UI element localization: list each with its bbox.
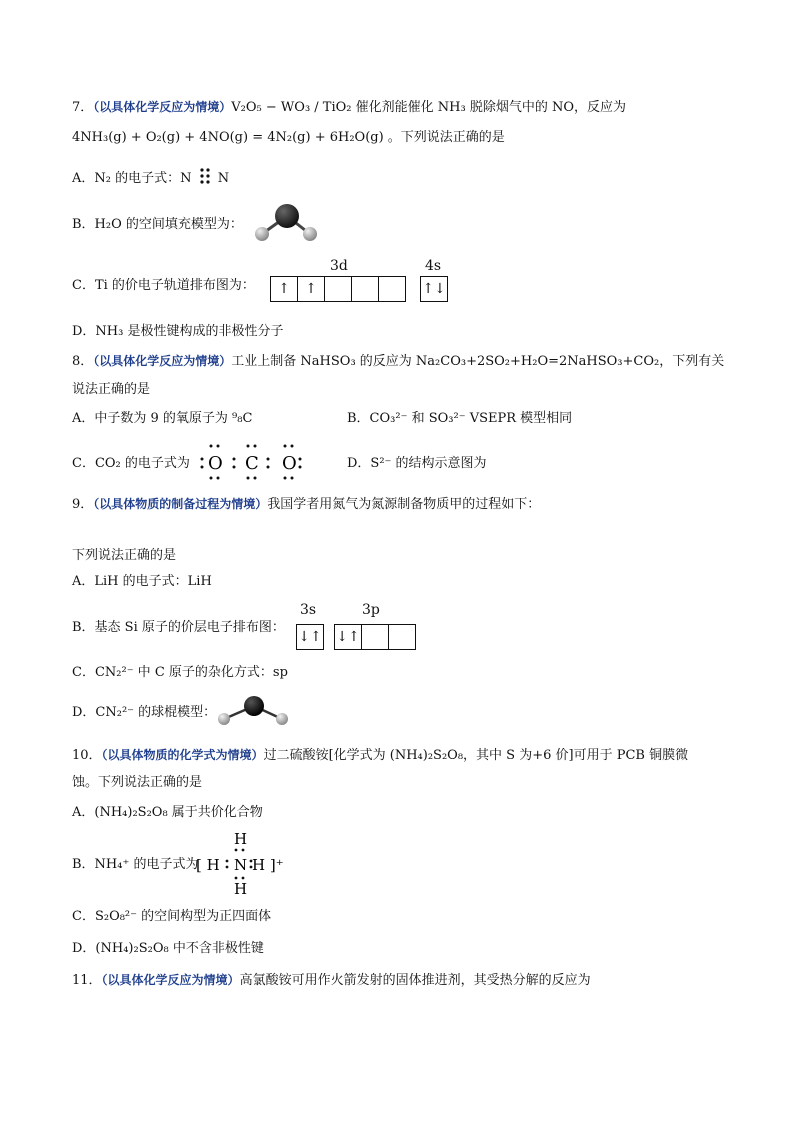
q7-stem-a: V₂O₅ − WO₃ / TiO₂ 催化剂能催化 NH₃ 脱除烟气中的 NO，反应为 <box>231 100 626 115</box>
q7-option-a-text: A．N₂ 的电子式：N <box>72 171 192 186</box>
q10-option-c-text: C．S₂O₈²⁻ 的空间构型为正四面体 <box>72 909 272 924</box>
q7-stem-line-2 <box>72 128 505 148</box>
nh4-n: N <box>234 856 248 874</box>
q9-option-d-text: D．CN₂²⁻ 的球棍模型： <box>72 705 217 720</box>
q7-option-b-text: B．H₂O 的空间填充模型为： <box>72 217 243 232</box>
q9-3p-orbital-box <box>334 624 416 650</box>
q10-option-b-text: B．NH₄⁺ 的电子式为 <box>72 857 199 872</box>
q8-option-d-text: D．S²⁻ 的结构示意图为 <box>347 456 487 471</box>
co2-c: C <box>245 453 259 474</box>
q7-option-d-text: D．NH₃ 是极性键构成的非极性分子 <box>72 324 284 339</box>
q9-context: （以具体物质的制备过程为情境） <box>93 497 268 511</box>
q7-orbital-label-3d: 3d <box>330 258 348 274</box>
q9-option-c-text: C．CN₂²⁻ 中 C 原子的杂化方式：sp <box>72 665 288 680</box>
q7-stem-b: 4NH₃(g) + O₂(g) + 4NO(g) = 4N₂(g) + 6H₂O(g) 。下列说法正确的是 <box>72 130 505 145</box>
q11-stem-a: 高氯酸铵可用作火箭发射的固体推进剂，其受热分解的反应为 <box>239 973 591 988</box>
q8-option-d[interactable] <box>347 454 487 474</box>
q8-option-a-text: A．中子数为 9 的氧原子为 ⁹₈C <box>72 411 253 426</box>
q10-option-d[interactable] <box>72 939 264 959</box>
q9-option-b[interactable] <box>72 618 285 638</box>
q7-option-c[interactable] <box>72 276 255 296</box>
orbital-cell: ↑ <box>271 277 298 301</box>
co2-electron-formula-icon <box>196 440 304 482</box>
q7-option-b[interactable] <box>72 215 243 235</box>
q7-option-d[interactable] <box>72 322 283 342</box>
q9-3s-orbital-box <box>296 624 324 650</box>
nh4-bracket-left: [ H <box>196 856 220 874</box>
q9-option-b-text: B．基态 Si 原子的价层电子排布图： <box>72 620 285 635</box>
q9-option-c[interactable] <box>72 663 288 683</box>
nh4-bracket-right: H ]⁺ <box>252 856 284 874</box>
co2-o-right: O <box>282 453 297 474</box>
q7-option-a-right-atom: N <box>217 171 230 186</box>
cn2-ball-stick-model-icon <box>216 693 292 727</box>
q9-number: 9． <box>72 497 94 512</box>
q7-3d-orbital-box <box>270 276 406 302</box>
q10-option-b[interactable] <box>72 855 198 875</box>
orbital-cell: ↓↑ <box>335 625 362 649</box>
q8-number: 8． <box>72 354 94 369</box>
q10-stem-line-1 <box>72 745 688 766</box>
q7-option-a[interactable] <box>72 167 229 189</box>
q8-option-c[interactable] <box>72 454 190 474</box>
q7-orbital-label-4s: 4s <box>425 258 442 274</box>
q8-stem-b: 说法正确的是 <box>72 382 151 397</box>
orbital-cell: ↓↑ <box>298 629 322 645</box>
q7-stem-line-1 <box>72 97 626 118</box>
orbital-cell <box>325 277 352 301</box>
q8-stem-line-1 <box>72 351 724 372</box>
q8-option-b-text: B．CO₃²⁻ 和 SO₃²⁻ VSEPR 模型相同 <box>347 411 573 426</box>
q7-context: （以具体化学反应为情境） <box>93 100 232 114</box>
q9-stem-line-1 <box>72 494 540 515</box>
q8-option-b[interactable] <box>347 409 572 429</box>
q10-stem-a: 过二硫酸铵[化学式为 (NH₄)₂S₂O₈，其中 S 为+6 价]可用于 PCB 铜膜微 <box>263 748 689 763</box>
q9-stem-line-2 <box>72 546 176 566</box>
q10-option-d-text: D．(NH₄)₂S₂O₈ 中不含非极性键 <box>72 941 264 956</box>
orbital-cell: ↑ <box>298 277 325 301</box>
orbital-cell <box>362 625 389 649</box>
triple-bond-dots-icon <box>196 167 214 185</box>
water-space-filling-model-icon <box>252 202 322 244</box>
q7-number: 7． <box>72 100 94 115</box>
q8-context: （以具体化学反应为情境） <box>93 354 232 368</box>
orbital-cell <box>352 277 379 301</box>
q10-option-a-text: A．(NH₄)₂S₂O₈ 属于共价化合物 <box>72 805 263 820</box>
q11-stem-line-1 <box>72 970 591 991</box>
q9-option-d[interactable] <box>72 703 216 723</box>
q8-option-c-text: C．CO₂ 的电子式为 <box>72 456 190 471</box>
q10-option-c[interactable] <box>72 907 271 927</box>
orbital-cell <box>379 277 405 301</box>
q10-stem-b: 蚀。下列说法正确的是 <box>72 775 203 790</box>
q10-number: 10． <box>72 748 102 763</box>
q9-orbital-label-3s: 3s <box>300 602 317 618</box>
q8-stem-a: 工业上制备 NaHSO₃ 的反应为 Na₂CO₃+2SO₂+H₂O=2NaHSO₃+CO₂，下列有关 <box>231 354 725 369</box>
q9-orbital-label-3p: 3p <box>362 602 380 618</box>
co2-o-left: O <box>208 453 223 474</box>
q9-option-a[interactable] <box>72 572 212 592</box>
q9-stem-b: 下列说法正确的是 <box>72 548 177 563</box>
nh4-h-top: H <box>234 830 248 848</box>
q11-context: （以具体化学反应为情境） <box>101 973 240 987</box>
q9-stem-a: 我国学者用氮气为氮源制备物质甲的过程如下： <box>267 497 541 512</box>
q7-4s-orbital-box <box>420 276 448 302</box>
orbital-cell <box>389 625 415 649</box>
ammonium-electron-formula-icon <box>194 828 294 898</box>
q10-option-a[interactable] <box>72 803 263 823</box>
orbital-cell: ↑↓ <box>422 281 446 297</box>
q9-option-a-text: A．LiH 的电子式：LiH <box>72 574 212 589</box>
q10-stem-line-2 <box>72 773 202 793</box>
q8-option-a[interactable] <box>72 409 252 429</box>
q7-option-c-text: C．Ti 的价电子轨道排布图为： <box>72 278 255 293</box>
q11-number: 11． <box>72 973 102 988</box>
nh4-h-bottom: H <box>234 880 248 898</box>
q8-stem-line-2 <box>72 380 150 400</box>
q10-context: （以具体物质的化学式为情境） <box>101 748 264 762</box>
